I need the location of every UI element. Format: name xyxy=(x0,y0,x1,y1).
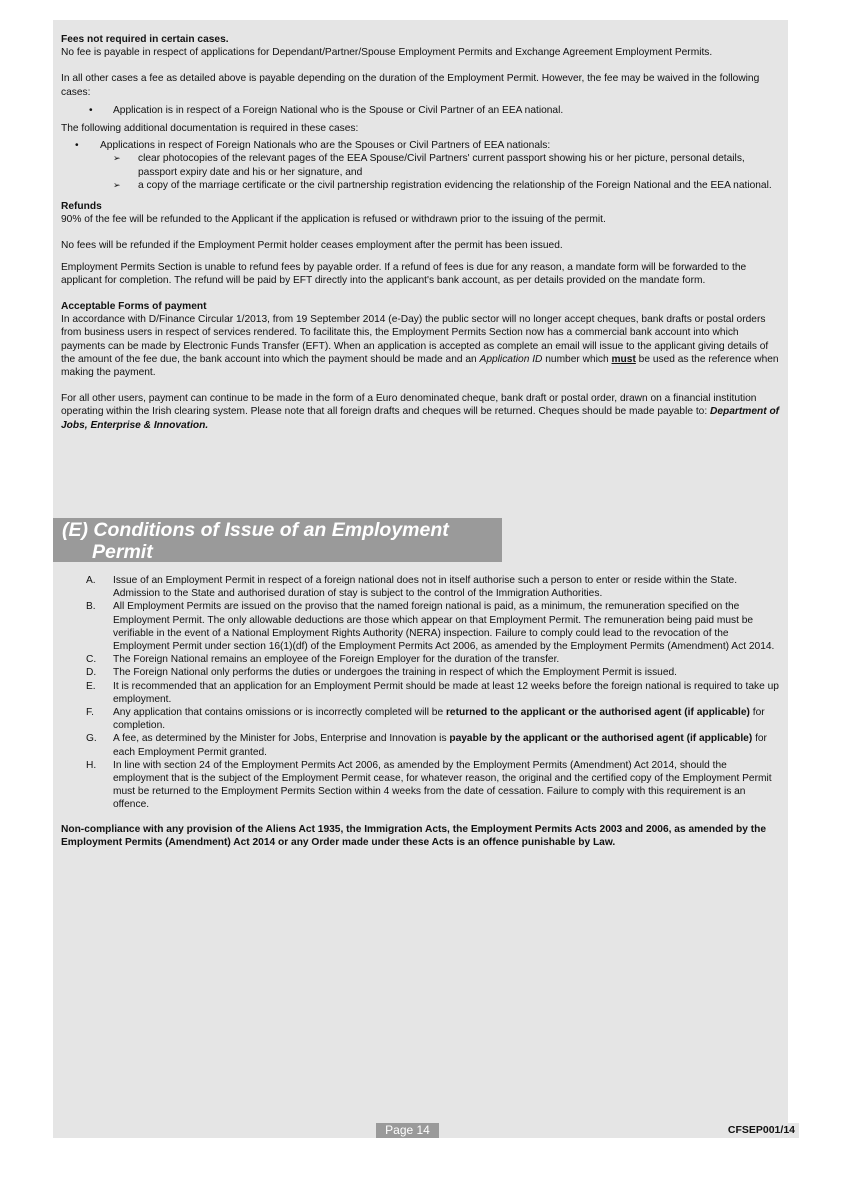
condition-text: It is recommended that an application for an Employment Permit should be made at least 12 weeks before the foreign national is required to take up employment. xyxy=(113,680,779,705)
payment-text: In accordance with D/Finance Circular 1/2013, from 19 September 2014 (e-Day) the public sector will no longer accept cheques, bank drafts or postal orders from business users in respect of services rendered. To facilitate this, the Employment Permits Section now has a commercial bank account into which payments can be made by Electronic Funds Transfer (EFT). When an application is accepted as complete an email will issue to the applicant giving details of the amount of the fee due, the bank account into which the payment should be made and an xyxy=(61,314,769,365)
document-code: CFSEP001/14 xyxy=(727,1124,795,1136)
documentation-list xyxy=(61,139,781,192)
documentation-sub-list xyxy=(100,152,781,192)
condition-text: for completion. xyxy=(113,707,765,732)
conditions-list xyxy=(61,574,783,812)
condition-letter: G. xyxy=(86,733,97,745)
condition-letter: D. xyxy=(86,667,97,679)
condition-text: for each Employment Permit granted. xyxy=(113,733,767,758)
payment-text: For all other users, payment can continue to be made in the form of a Euro denominated cheque, bank draft or postal order, drawn on a financial institution operating within the Irish clearing system. Please note that all foreign drafts and cheques will be returned. Cheques should be made payable to: xyxy=(61,393,757,418)
condition-item xyxy=(86,574,783,600)
condition-bold-text: returned to the applicant or the authorised agent (if applicable) xyxy=(445,707,750,719)
condition-item xyxy=(86,759,783,812)
condition-letter: C. xyxy=(86,654,97,666)
documentation-bullet-text: Applications in respect of Foreign Nationals who are the Spouses or Civil Partners of EEA nationals: xyxy=(100,140,551,152)
documentation-sub-item: ➢ clear photocopies of the relevant pages of the EEA Spouse/Civil Partners' current passport showing his or her picture, personal details, passport expiry date and his or her signature, and xyxy=(138,152,781,178)
condition-item xyxy=(86,732,783,758)
section-e-title-line-2: Permit xyxy=(92,541,153,563)
must-emphasis: must xyxy=(611,353,636,365)
refunds-paragraph-3: Employment Permits Section is unable to refund fees by payable order. If a refund of fees is due for any reason, a mandate form will be forwarded to the applicant for completion. The refund will be paid by EFT directly into the applicant's bank account, as per details provided on the mandate form. xyxy=(61,261,747,286)
waiver-bullet: • Application is in respect of a Foreign National who is the Spouse or Civil Partner of an EEA national. xyxy=(113,104,781,117)
compliance-notice: Non-compliance with any provision of the Aliens Act 1935, the Immigration Acts, the Employment Permits Acts 2003 and 2006, as amended by the Employment Permits (Amendment) Act 2014 or any Order made under these Acts is an offence punishable by Law. xyxy=(61,823,767,848)
fees-paragraph-3: The following additional documentation is required in these cases: xyxy=(61,123,359,135)
fees-paragraph-1: No fee is payable in respect of applications for Dependant/Partner/Spouse Employment Permits and Exchange Agreement Employment Permits. xyxy=(61,47,713,59)
documentation-sub-item: ➢ a copy of the marriage certificate or the civil partnership registration evidencing the relationship of the Foreign National and the EEA national. xyxy=(138,179,781,192)
payment-paragraph-2 xyxy=(61,392,781,432)
condition-text: Any application that contains omissions or is incorrectly completed will be xyxy=(113,707,446,719)
fees-heading: Fees not required in certain cases. xyxy=(61,34,229,45)
payment-text: number which xyxy=(542,353,612,365)
condition-item xyxy=(86,666,783,679)
condition-text: Issue of an Employment Permit in respect of a foreign national does not in itself authorise such a person to enter or reside within the State. Admission to the State and authorised duration of stay is subject to the control of the Immigration Authorities. xyxy=(113,575,738,600)
condition-item xyxy=(86,680,783,706)
condition-text: All Employment Permits are issued on the proviso that the named foreign national is paid, as a minimum, the remuneration specified on the Employment Permit. The only allowable deductions are those which appear on that Employment Permit. The remuneration being paid must be verifiable in the event of a National Employment Rights Authority (NERA) inspection. Failure to comply could lead to the revocation of the Employment Permit under section 16(1)(df) of the Employment Permits Act 2006, as amended by the Employment Permits (Amendment) Act 2014. xyxy=(113,601,775,653)
payment-paragraph-1 xyxy=(61,313,781,379)
section-e-title-line-1: (E) Conditions of Issue of an Employment xyxy=(62,519,449,541)
page-content xyxy=(61,33,781,432)
condition-text: The Foreign National remains an employee of the Foreign Employer for the duration of the transfer. xyxy=(113,654,560,666)
condition-letter: B. xyxy=(86,601,96,613)
payment-heading: Acceptable Forms of payment xyxy=(61,301,207,313)
refunds-heading: Refunds xyxy=(61,201,102,213)
condition-text: A fee, as determined by the Minister for Jobs, Enterprise and Innovation is xyxy=(113,733,450,745)
application-id-term: Application ID xyxy=(479,353,543,365)
conditions-section xyxy=(61,574,783,849)
refunds-paragraph-2: No fees will be refunded if the Employment Permit holder ceases employment after the permit has been issued. xyxy=(61,240,563,252)
condition-letter: E. xyxy=(86,680,96,692)
condition-text: The Foreign National only performs the duties or undergoes the training in respect of which the Employment Permit is issued. xyxy=(113,667,677,679)
condition-item xyxy=(86,653,783,666)
condition-item xyxy=(86,706,783,732)
waiver-list xyxy=(61,104,781,117)
payment-text: be used as the reference when making the payment. xyxy=(61,353,779,379)
condition-letter: F. xyxy=(86,707,94,719)
page-number: Page 14 xyxy=(376,1123,439,1138)
payee-name: Department of Jobs, Enterprise & Innovation. xyxy=(61,406,780,431)
condition-text: In line with section 24 of the Employment Permits Act 2006, as amended by the Employment Permits (Amendment) Act 2014, should the employment that is the subject of the Employment Permit cease, for whatever reason, the original and the certified copy of the Employment Permit must be returned to the Employment Permits Section within 4 weeks from the date of cessation. Failure to comply with this requirement is an offence. xyxy=(113,759,772,811)
condition-item xyxy=(86,600,783,653)
section-e-banner xyxy=(53,518,502,562)
condition-letter: H. xyxy=(86,759,97,771)
fees-paragraph-2: In all other cases a fee as detailed above is payable depending on the duration of the Employment Permit. However, the fee may be waived in the following cases: xyxy=(61,73,760,98)
refunds-paragraph-1: 90% of the fee will be refunded to the Applicant if the application is refused or withdrawn prior to the issuing of the permit. xyxy=(61,214,606,226)
condition-bold-text: payable by the applicant or the authorised agent (if applicable) xyxy=(449,733,753,745)
condition-letter: A. xyxy=(86,575,96,586)
documentation-bullet xyxy=(100,139,781,192)
